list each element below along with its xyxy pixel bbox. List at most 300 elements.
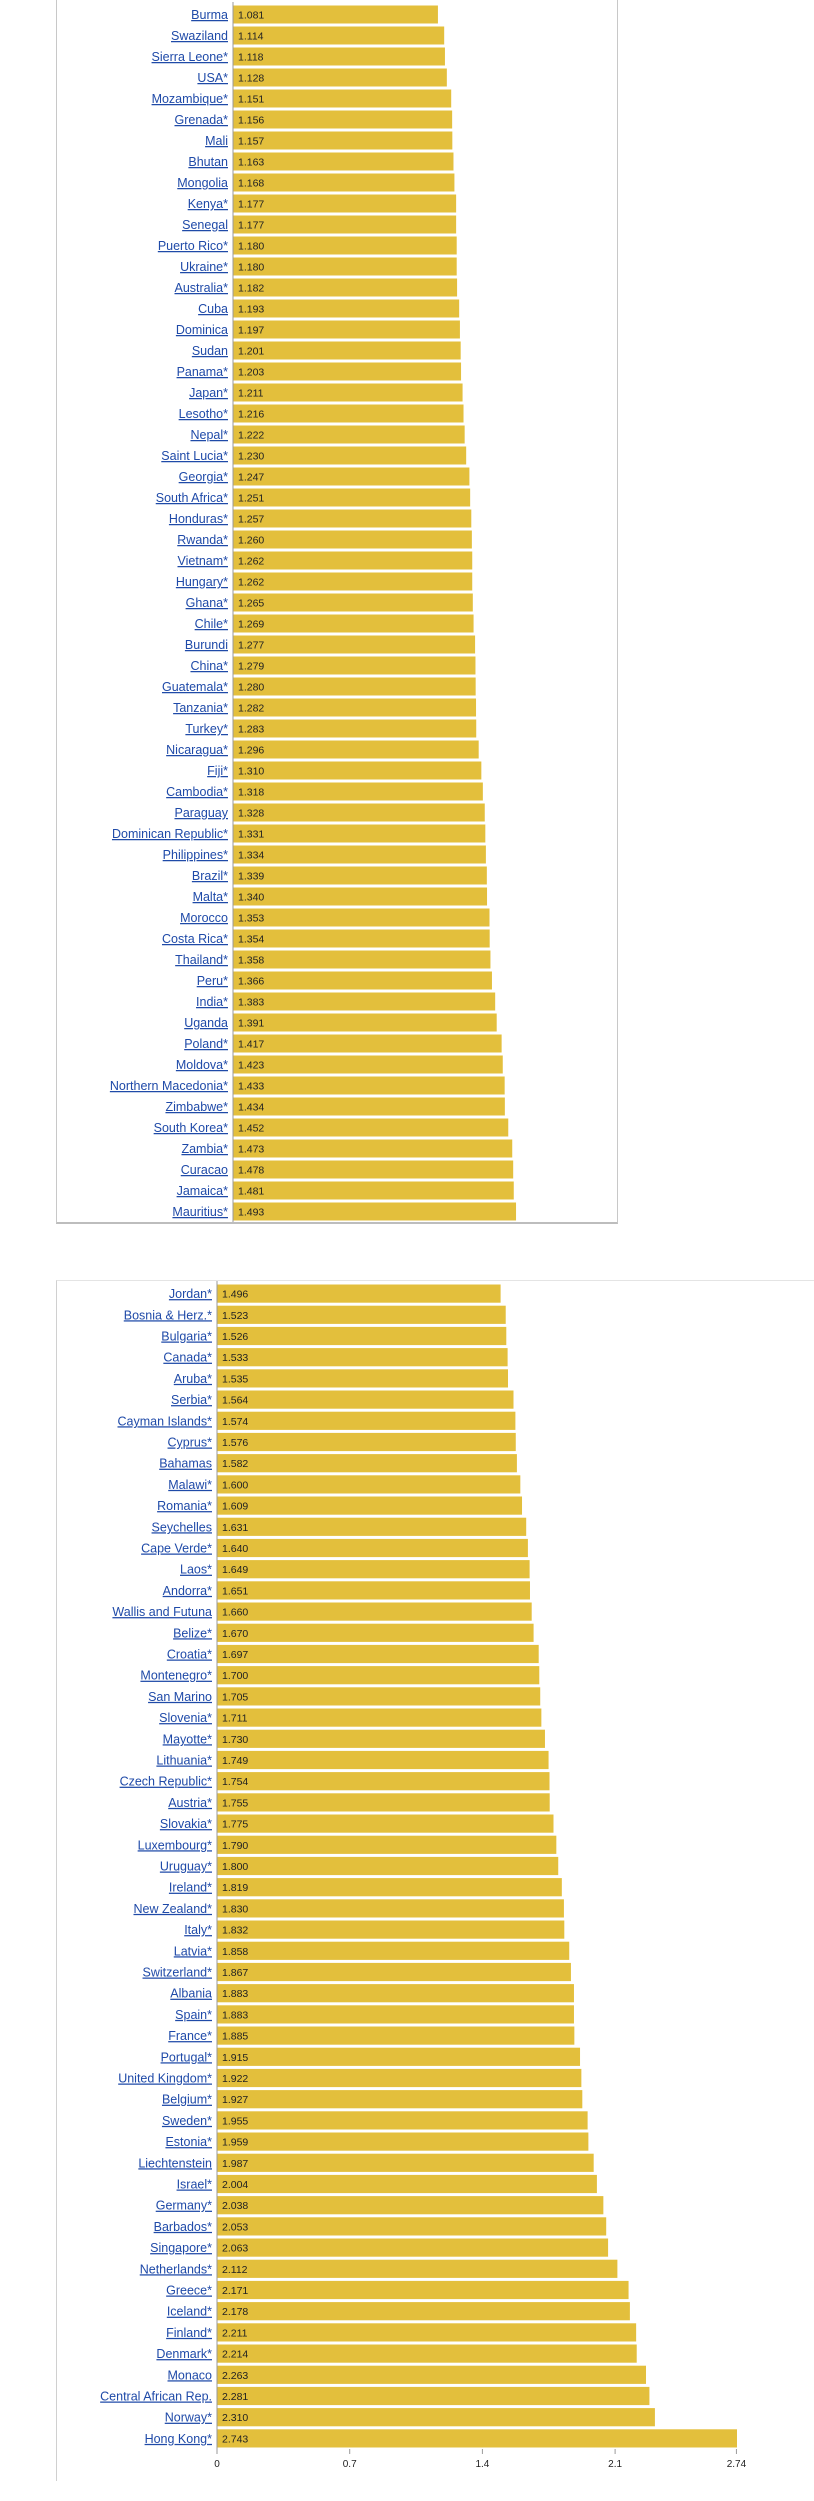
category-label: Norway* — [164, 2410, 212, 2425]
bar-value-label: 1.182 — [238, 282, 265, 295]
category-label: Austria* — [168, 1795, 212, 1810]
category-label: Uruguay* — [159, 1859, 212, 1874]
chart-panel-top — [56, 0, 618, 1224]
bar-value-label: 2.310 — [222, 2412, 249, 2425]
category-label: Guatemala* — [161, 680, 228, 694]
category-label: Barbados* — [153, 2219, 212, 2234]
category-label: Burundi — [184, 638, 228, 652]
bar-value-label: 2.053 — [222, 2221, 249, 2234]
bar-value-label: 1.832 — [222, 1924, 249, 1937]
bar-value-label: 1.830 — [222, 1903, 249, 1916]
category-label: Georgia* — [178, 470, 228, 484]
bar — [217, 2027, 574, 2045]
bar — [217, 2387, 649, 2405]
bar — [233, 237, 457, 255]
category-label: Morocco — [180, 911, 228, 925]
bar — [233, 867, 487, 885]
bar — [233, 468, 469, 486]
bar — [217, 1518, 526, 1536]
bar — [217, 1454, 517, 1472]
bar — [233, 531, 472, 549]
category-label: Israel* — [176, 2177, 212, 2192]
bar-value-label: 1.260 — [238, 534, 265, 547]
bar-value-label: 1.366 — [238, 975, 265, 988]
bar-value-label: 1.697 — [222, 1649, 249, 1661]
bar-value-label: 1.197 — [238, 324, 265, 337]
bar-value-label: 1.915 — [222, 2051, 249, 2064]
bar — [217, 2111, 588, 2129]
bar — [233, 1056, 503, 1074]
category-label: Moldova* — [175, 1058, 228, 1072]
category-label: Thailand* — [175, 953, 228, 967]
category-label: Grenada* — [174, 113, 228, 127]
category-label: Estonia* — [165, 2135, 212, 2150]
bar-value-label: 1.334 — [238, 849, 265, 862]
bar-value-label: 1.885 — [222, 2030, 249, 2043]
bar — [217, 1603, 532, 1621]
category-label: Costa Rica* — [162, 932, 228, 946]
bar — [217, 1963, 571, 1981]
category-label: Tanzania* — [173, 701, 228, 715]
category-label: Hong Kong* — [144, 2431, 212, 2446]
category-label: Turkey* — [185, 722, 228, 736]
category-label: Laos* — [180, 1562, 212, 1577]
category-label: Greece* — [166, 2283, 212, 2298]
bar — [217, 2217, 606, 2235]
category-label: Seychelles — [151, 1520, 212, 1535]
bar-value-label: 1.730 — [222, 1733, 249, 1746]
category-label: South Korea* — [153, 1121, 228, 1135]
bar — [233, 909, 489, 927]
category-label: United Kingdom* — [118, 2071, 212, 2086]
category-label: Puerto Rico* — [157, 239, 228, 253]
category-label: Malta* — [192, 890, 228, 904]
bar-value-label: 1.177 — [238, 198, 265, 211]
bar — [233, 552, 472, 570]
category-label: Mayotte* — [162, 1732, 212, 1747]
category-label: Bahamas — [159, 1456, 212, 1471]
bar-value-label: 1.118 — [238, 51, 264, 64]
bar — [233, 657, 475, 675]
category-label: Nicaragua* — [166, 743, 228, 757]
category-label: Montenegro* — [140, 1668, 212, 1683]
bar-chart-top — [57, 0, 617, 1222]
bar — [217, 1687, 540, 1705]
bar — [233, 279, 457, 297]
bar — [217, 2154, 594, 2172]
bar-value-label: 1.114 — [238, 30, 264, 43]
bar — [233, 69, 447, 87]
bar-value-label: 1.955 — [222, 2115, 249, 2128]
category-label: Albania — [170, 1986, 212, 2001]
category-label: Cayman Islands* — [117, 1414, 212, 1429]
bar-value-label: 1.755 — [222, 1797, 249, 1810]
bar — [217, 1921, 564, 1939]
category-label: Jamaica* — [176, 1184, 228, 1198]
bar-value-label: 1.201 — [238, 345, 265, 358]
bar-value-label: 1.576 — [222, 1437, 249, 1449]
bar-value-label: 1.523 — [222, 1309, 249, 1322]
category-label: Lithuania* — [156, 1753, 212, 1768]
bar-value-label: 1.151 — [238, 93, 265, 106]
bar — [233, 951, 490, 969]
bar-value-label: 1.280 — [238, 681, 265, 694]
bar — [217, 2323, 636, 2341]
bar — [217, 1878, 562, 1896]
bar — [217, 1285, 501, 1303]
bar — [217, 2005, 574, 2023]
bar-value-label: 1.649 — [222, 1564, 249, 1577]
bar — [217, 2090, 582, 2108]
bar-value-label: 1.800 — [222, 1861, 249, 1873]
bar — [217, 2239, 608, 2257]
bar — [233, 153, 453, 171]
bar — [233, 132, 452, 150]
bar — [233, 48, 445, 66]
category-label: Uganda — [184, 1016, 228, 1030]
bar — [233, 972, 492, 990]
category-label: Slovakia* — [159, 1817, 212, 1832]
category-label: Cambodia* — [166, 785, 228, 799]
bar-value-label: 1.922 — [222, 2073, 249, 2085]
bar-value-label: 2.743 — [222, 2433, 249, 2446]
category-label: Zambia* — [181, 1142, 228, 1156]
bar-value-label: 1.247 — [238, 471, 265, 484]
category-label: Rwanda* — [177, 533, 228, 547]
bar-value-label: 1.867 — [222, 1967, 249, 1979]
category-label: Serbia* — [171, 1393, 212, 1408]
bar — [233, 573, 472, 591]
bar-value-label: 1.775 — [222, 1818, 249, 1831]
bar — [233, 1098, 505, 1116]
bar-value-label: 2.211 — [222, 2327, 248, 2340]
bar — [217, 2175, 597, 2193]
bar — [217, 1306, 506, 1324]
bar — [233, 1203, 516, 1221]
category-label: Spain* — [175, 2007, 212, 2022]
category-label: Belize* — [173, 1626, 212, 1641]
bar — [233, 489, 470, 507]
bar — [217, 1539, 528, 1557]
bar — [233, 636, 475, 654]
bar — [217, 2429, 737, 2447]
category-label: Sweden* — [161, 2113, 212, 2128]
bar — [217, 2048, 580, 2066]
category-label: Dominica — [175, 323, 228, 337]
category-label: Canada* — [163, 1350, 212, 1365]
bar — [217, 1624, 534, 1642]
bar — [217, 1751, 549, 1769]
category-label: Kenya* — [187, 197, 228, 211]
bar — [233, 174, 454, 192]
category-label: Finland* — [166, 2325, 212, 2340]
bar — [217, 1857, 558, 1875]
bar-value-label: 1.790 — [222, 1839, 249, 1852]
bar — [217, 1984, 574, 2002]
category-label: Belgium* — [161, 2092, 212, 2107]
bar-value-label: 1.433 — [238, 1080, 265, 1093]
bar — [233, 1161, 513, 1179]
bar — [217, 1348, 508, 1366]
bar — [233, 846, 486, 864]
bar — [233, 783, 483, 801]
category-label: New Zealand* — [133, 1901, 212, 1916]
bar — [217, 1942, 569, 1960]
chart-panel-bottom — [56, 1280, 814, 2481]
bar-value-label: 1.574 — [222, 1415, 249, 1428]
bar-value-label: 1.358 — [238, 954, 265, 967]
bar-value-label: 1.473 — [238, 1143, 265, 1156]
bar-value-label: 1.700 — [222, 1670, 249, 1683]
bar — [217, 1836, 556, 1854]
category-label: Australia* — [174, 281, 228, 295]
category-label: Northern Macedonia* — [109, 1079, 228, 1093]
bar — [217, 1815, 553, 1833]
bar-value-label: 1.987 — [222, 2157, 249, 2170]
category-label: Mongolia — [177, 176, 228, 190]
bar-value-label: 1.481 — [238, 1185, 265, 1198]
bar-value-label: 1.310 — [238, 765, 265, 778]
category-label: Vietnam* — [177, 554, 228, 568]
bar-value-label: 1.211 — [238, 387, 264, 400]
category-label: Brazil* — [191, 869, 228, 883]
category-label: Cape Verde* — [141, 1541, 212, 1556]
bar — [233, 1140, 512, 1158]
bar-value-label: 1.251 — [238, 492, 265, 505]
category-label: Portugal* — [160, 2050, 212, 2065]
bar — [233, 888, 487, 906]
bar-value-label: 1.383 — [238, 996, 265, 1009]
bar-value-label: 1.526 — [222, 1331, 249, 1343]
category-label: Ireland* — [168, 1880, 212, 1895]
bar-value-label: 1.340 — [238, 891, 265, 904]
bar-value-label: 1.533 — [222, 1352, 249, 1365]
bar-value-label: 1.339 — [238, 870, 265, 883]
bar-value-label: 1.609 — [222, 1500, 249, 1513]
bar — [233, 825, 485, 843]
category-label: Ghana* — [185, 596, 228, 610]
bar — [217, 1412, 515, 1430]
category-label: Mozambique* — [151, 92, 228, 106]
bar-value-label: 1.959 — [222, 2136, 249, 2149]
bar-value-label: 1.858 — [222, 1945, 249, 1958]
category-label: Sudan — [191, 344, 228, 358]
category-label: Bulgaria* — [161, 1329, 212, 1344]
bar-value-label: 1.423 — [238, 1059, 265, 1072]
bar — [217, 2196, 603, 2214]
bar-value-label: 1.163 — [238, 156, 265, 169]
bar-value-label: 2.112 — [222, 2263, 248, 2276]
bar-value-label: 1.711 — [222, 1712, 248, 1725]
bar-value-label: 1.582 — [222, 1458, 249, 1471]
bar-value-label: 1.257 — [238, 513, 265, 526]
bar — [217, 1560, 530, 1578]
category-label: San Marino — [148, 1689, 212, 1704]
category-label: Ukraine* — [180, 260, 228, 274]
bar-value-label: 1.819 — [222, 1882, 249, 1895]
category-label: Cuba — [198, 302, 228, 316]
bar-value-label: 1.353 — [238, 912, 265, 925]
bar-value-label: 1.180 — [238, 261, 265, 274]
bar — [217, 1475, 520, 1493]
bar-value-label: 2.281 — [222, 2391, 249, 2403]
bar — [233, 1014, 497, 1032]
bar — [233, 90, 451, 108]
category-label: Dominican Republic* — [111, 827, 228, 841]
bar — [233, 510, 471, 528]
category-label: Croatia* — [166, 1647, 212, 1662]
bar-value-label: 1.203 — [238, 366, 265, 379]
bar — [233, 111, 452, 129]
category-label: Switzerland* — [142, 1965, 212, 1980]
bar — [233, 930, 490, 948]
bar-value-label: 1.168 — [238, 177, 265, 190]
category-label: Peru* — [196, 974, 228, 988]
bar-value-label: 1.754 — [222, 1776, 249, 1789]
bar-value-label: 1.493 — [238, 1206, 265, 1219]
bar — [217, 1899, 564, 1917]
bar-value-label: 1.660 — [222, 1606, 249, 1619]
bar-value-label: 1.262 — [238, 576, 265, 589]
bar-value-label: 1.535 — [222, 1373, 249, 1386]
bar-value-label: 1.434 — [238, 1101, 265, 1114]
category-label: Swaziland — [171, 29, 228, 43]
bar — [217, 1730, 545, 1748]
bar-value-label: 1.282 — [238, 702, 265, 715]
category-label: Jordan* — [168, 1287, 212, 1302]
bar — [217, 2408, 655, 2426]
category-label: Slovenia* — [159, 1711, 212, 1726]
category-label: Curacao — [180, 1163, 228, 1177]
category-label: Chile* — [194, 617, 228, 631]
bar-value-label: 1.331 — [238, 828, 265, 841]
bar-value-label: 1.417 — [238, 1038, 265, 1051]
category-label: Central African Rep. — [100, 2389, 212, 2404]
bar — [217, 1391, 513, 1409]
bar-value-label: 1.216 — [238, 408, 265, 421]
bar-value-label: 1.600 — [222, 1479, 249, 1492]
bar-value-label: 1.631 — [222, 1521, 249, 1534]
x-tick-label: 2.74 — [726, 2459, 747, 2470]
bar-value-label: 1.262 — [238, 555, 265, 568]
bar — [233, 594, 473, 612]
bar — [233, 321, 460, 339]
bar — [233, 342, 461, 360]
bar — [233, 804, 485, 822]
bar-value-label: 1.749 — [222, 1755, 249, 1767]
bar — [233, 363, 461, 381]
category-label: Denmark* — [156, 2347, 212, 2362]
bar — [233, 195, 456, 213]
bar — [233, 1035, 502, 1053]
category-label: Luxembourg* — [137, 1838, 212, 1853]
bar-value-label: 2.214 — [222, 2348, 249, 2361]
bar — [217, 2366, 646, 2384]
bar-value-label: 2.171 — [222, 2285, 249, 2297]
bar-value-label: 1.670 — [222, 1627, 249, 1640]
bar — [233, 699, 476, 717]
category-label: Burma — [191, 8, 228, 22]
bar — [233, 993, 495, 1011]
bar-value-label: 1.157 — [238, 135, 265, 148]
category-label: Mali — [205, 134, 228, 148]
bar — [233, 741, 479, 759]
bar — [233, 27, 444, 45]
bar — [217, 1433, 516, 1451]
bar — [233, 720, 476, 738]
bar-value-label: 1.318 — [238, 786, 265, 799]
category-label: Cyprus* — [167, 1435, 212, 1450]
category-label: Mauritius* — [172, 1205, 228, 1219]
category-label: Lesotho* — [178, 407, 228, 421]
bar — [233, 762, 481, 780]
category-label: Latvia* — [173, 1944, 212, 1959]
category-label: Bhutan — [188, 155, 228, 169]
bar-value-label: 1.277 — [238, 639, 265, 652]
bar-value-label: 1.883 — [222, 1988, 249, 2001]
bar — [233, 447, 466, 465]
bar — [217, 2302, 630, 2320]
x-tick-label: 0.7 — [342, 2459, 357, 2470]
bar-value-label: 1.128 — [238, 72, 265, 85]
bar — [233, 615, 474, 633]
bar-value-label: 1.193 — [238, 303, 265, 316]
category-label: Paraguay — [174, 806, 228, 820]
bar-value-label: 2.004 — [222, 2179, 249, 2191]
bar-value-label: 1.156 — [238, 114, 265, 127]
bar — [217, 1369, 508, 1387]
category-label: France* — [168, 2029, 212, 2044]
bar — [233, 405, 464, 423]
category-label: Iceland* — [166, 2304, 212, 2319]
category-label: India* — [196, 995, 228, 1009]
category-label: Philippines* — [162, 848, 228, 862]
category-label: Bosnia & Herz.* — [123, 1308, 212, 1323]
category-label: Aruba* — [173, 1371, 212, 1386]
bar-value-label: 1.705 — [222, 1691, 249, 1704]
bar — [217, 2133, 588, 2151]
category-label: Hungary* — [175, 575, 228, 589]
category-label: Nepal* — [190, 428, 228, 442]
bar — [233, 678, 476, 696]
category-label: South Africa* — [155, 491, 228, 505]
bar — [233, 300, 459, 318]
bar-value-label: 1.883 — [222, 2009, 249, 2022]
bar-chart-bottom — [57, 1281, 814, 2481]
category-label: Germany* — [155, 2198, 212, 2213]
category-label: Sierra Leone* — [151, 50, 228, 64]
category-label: Liechtenstein — [138, 2156, 212, 2171]
bar-value-label: 2.178 — [222, 2306, 249, 2319]
category-label: Panama* — [176, 365, 228, 379]
x-tick-label: 0 — [214, 2459, 220, 2470]
bar-value-label: 2.038 — [222, 2200, 249, 2213]
category-label: Fiji* — [207, 764, 228, 778]
category-label: Monaco — [167, 2368, 212, 2383]
bar-value-label: 1.269 — [238, 618, 265, 631]
bar — [233, 258, 457, 276]
category-label: China* — [190, 659, 228, 673]
category-label: Andorra* — [162, 1583, 212, 1598]
bar-value-label: 1.265 — [238, 597, 265, 610]
category-label: Italy* — [184, 1923, 212, 1938]
bar-value-label: 1.927 — [222, 2094, 249, 2107]
category-label: Saint Lucia* — [161, 449, 228, 463]
category-label: Poland* — [184, 1037, 228, 1051]
bar-value-label: 1.081 — [238, 9, 265, 22]
bar-value-label: 1.564 — [222, 1394, 249, 1407]
category-label: Japan* — [189, 386, 228, 400]
